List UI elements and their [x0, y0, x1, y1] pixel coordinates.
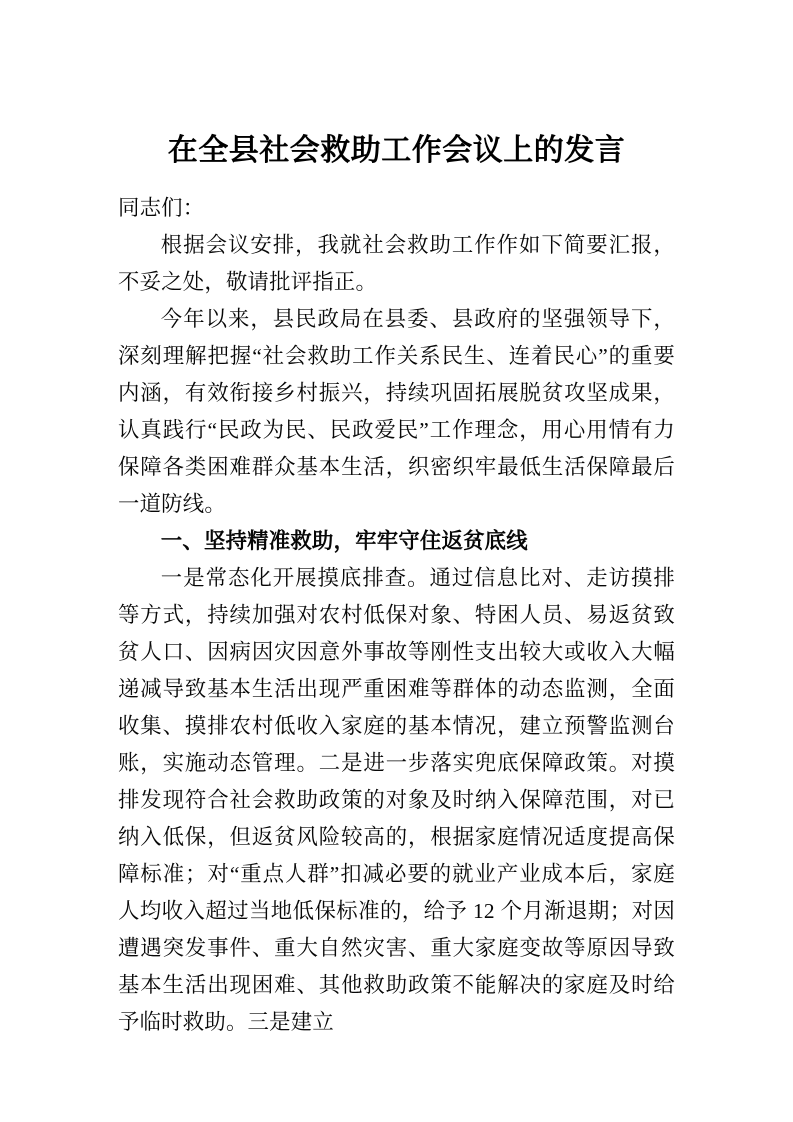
paragraph-overview: 今年以来，县民政局在县委、县政府的坚强领导下，深刻理解把握“社会救助工作关系民生、连着民心”的重要内涵，有效衔接乡村振兴，持续巩固拓展脱贫攻坚成果，认真践行“民政为民、民政爱民”工作理念，用心用情有力保障各类困难群众基本生活，织密织牢最低生活保障最后一道防线。: [118, 307, 675, 516]
document-body: [118, 190, 675, 1041]
section-1-body: 一是常态化开展摸底排查。通过信息比对、走访摸排等方式，持续加强对农村低保对象、特困人员、易返贫致贫人口、因病因灾因意外事故等刚性支出较大或收入大幅递减导致基本生活出现严重困难等群体的动态监测，全面收集、摸排农村低收入家庭的基本情况，建立预警监测台账，实施动态管理。二是进一步落实兜底保障政策。对摸排发现符合社会救助政策的对象及时纳入保障范围，对已纳入低保，但返贫风险较高的，根据家庭情况适度提高保障标准；对“重点人群”扣减必要的就业产业成本后，家庭人均收入超过当地低保标准的，给予 12 个月渐退期；对因遭遇突发事件、重大自然灾害、重大家庭变故等原因导致基本生活出现困难、其他救助政策不能解决的家庭及时给予临时救助。三是建立: [118, 566, 675, 1034]
paragraph-opening-remarks: 根据会议安排，我就社会救助工作作如下简要汇报，不妥之处，敬请批评指正。: [118, 233, 675, 294]
section-1-heading: 一、坚持精准救助，牢牢守住返贫底线: [160, 529, 528, 553]
document-title: 在全县社会救助工作会议上的发言: [167, 134, 626, 167]
salutation: 同志们：: [118, 196, 205, 220]
